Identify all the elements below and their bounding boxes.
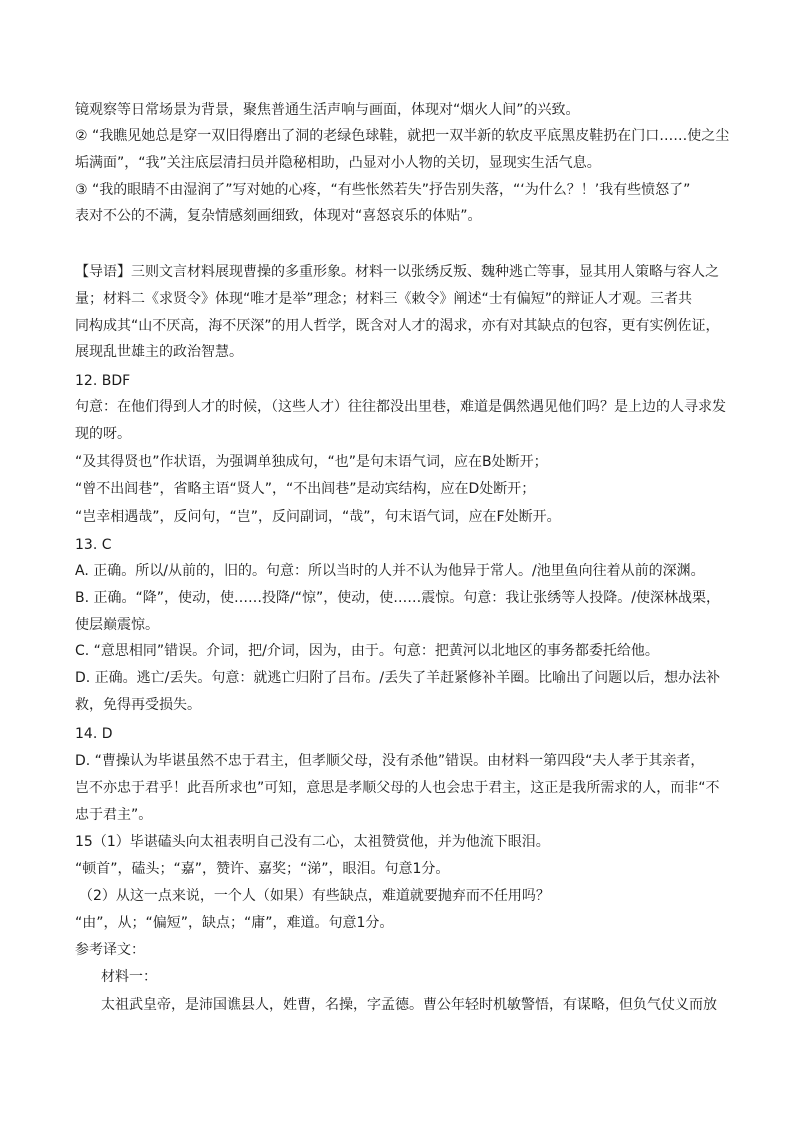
text-line: “岂幸相遇哉”，反问句，“岂”，反问副词，“哉”，句末语气词，应在F处断开。 <box>75 509 561 525</box>
intro-line: 同构成其“山不厌高，海不厌深”的用人哲学，既含对人才的渴求，亦有对其缺点的包容，更有实例佐证， <box>75 318 720 334</box>
question-number: 14. D <box>75 726 113 742</box>
text-line: 镜观察等日常场景为背景，聚焦普通生活声响与画面，体现对“烟火人间”的兴致。 <box>75 102 580 118</box>
text-line: 现的呀。 <box>75 426 131 442</box>
question-number: 13. C <box>75 537 112 553</box>
text-line: C. “意思相同”错误。介词，把/介词，因为，由于。句意：把黄河以北地区的事务都委托给他。 <box>75 643 659 659</box>
text-line: D. “曹操认为毕谌虽然不忠于君主，但孝顺父母，没有杀他”错误。由材料一第四段“夫人孝于其亲者， <box>75 753 705 769</box>
section-heading: 材料一： <box>101 969 157 985</box>
text-line: 表对不公的不满，复杂情感刻画细致，体现对“喜怒哀乐的体贴”。 <box>75 208 482 224</box>
text-line: 太祖武皇帝，是沛国谯县人，姓曹，名操，字孟德。曹公年轻时机敏警悟，有谋略，但负气仗义而放 <box>101 997 717 1013</box>
text-line: ③ “我的眼睛不由湿润了”写对她的心疼，“有些怅然若失”抒告别失落，“‘为什么？！’我有些愤怒了” <box>75 182 691 198</box>
text-line: 忠于君主”。 <box>75 807 153 823</box>
text-line: “及其得贤也”作状语，为强调单独成句，“也”是句末语气词，应在B处断开； <box>75 454 548 470</box>
text-line: D. 正确。逃亡/丢失。句意：就逃亡归附了吕布。/丢失了羊赶紧修补羊圈。比喻出了问题以后，想办法补 <box>75 670 721 686</box>
text-line: A. 正确。所以/从前的，旧的。句意：所以当时的人并不认为他异于常人。/池里鱼向往着从前的深渊。 <box>75 563 705 579</box>
text-line: 垢满面”，“我”关注底层清扫员并隐秘相助，凸显对小人物的关切，显现实生活气息。 <box>75 155 601 171</box>
text-line: ② “我瞧见她总是穿一双旧得磨出了洞的老绿色球鞋，就把一双半新的软皮平底黑皮鞋扔在门口……使之尘 <box>75 128 730 144</box>
text-line: 岂不亦忠于君乎！此吾所求也”可知，意思是孝顺父母的人也会忠于君主，这正是我所需求的人，而非“不 <box>75 780 720 796</box>
text-line: （2）从这一点来说，一个人（如果）有些缺点，难道就要抛弃而不任用吗？ <box>79 888 550 904</box>
question-number: 12. BDF <box>75 373 131 389</box>
text-line: “顿首”，磕头；“嘉”，赞许、嘉奖；“涕”，眼泪。句意1分。 <box>75 861 450 877</box>
text-line: “曾不出闾巷”，省略主语“贤人”，“不出闾巷”是动宾结构，应在D处断开； <box>75 481 536 497</box>
text-line: 15（1）毕谌磕头向太祖表明自己没有二心，太祖赞赏他，并为他流下眼泪。 <box>75 834 550 850</box>
intro-line: 展现乱世雄主的政治智慧。 <box>75 344 243 360</box>
section-heading: 参考译文： <box>75 942 145 958</box>
text-line: “由”，从；“偏短”，缺点；“庸”，难道。句意1分。 <box>75 915 394 931</box>
intro-line: 【导语】三则文言材料展现曹操的多重形象。材料一以张绣反叛、魏种逃亡等事，显其用人策略与容人之 <box>75 264 719 280</box>
text-line: 救，免得再受损失。 <box>75 697 201 713</box>
text-line: 使层巅震惊。 <box>75 617 159 633</box>
intro-line: 量；材料二《求贤令》体现“唯才是举”理念；材料三《敕令》阐述“士有偏短”的辩证人才观。三者共 <box>75 291 693 307</box>
text-line: 句意：在他们得到人才的时候，（这些人才）往往都没出里巷，难道是偶然遇见他们吗？是上边的人寻求发 <box>75 399 726 415</box>
text-line: B. 正确。“降”，使动，使……投降/“惊”，使动，使……震惊。句意：我让张绣等人投降。/使深林战栗， <box>75 590 720 606</box>
